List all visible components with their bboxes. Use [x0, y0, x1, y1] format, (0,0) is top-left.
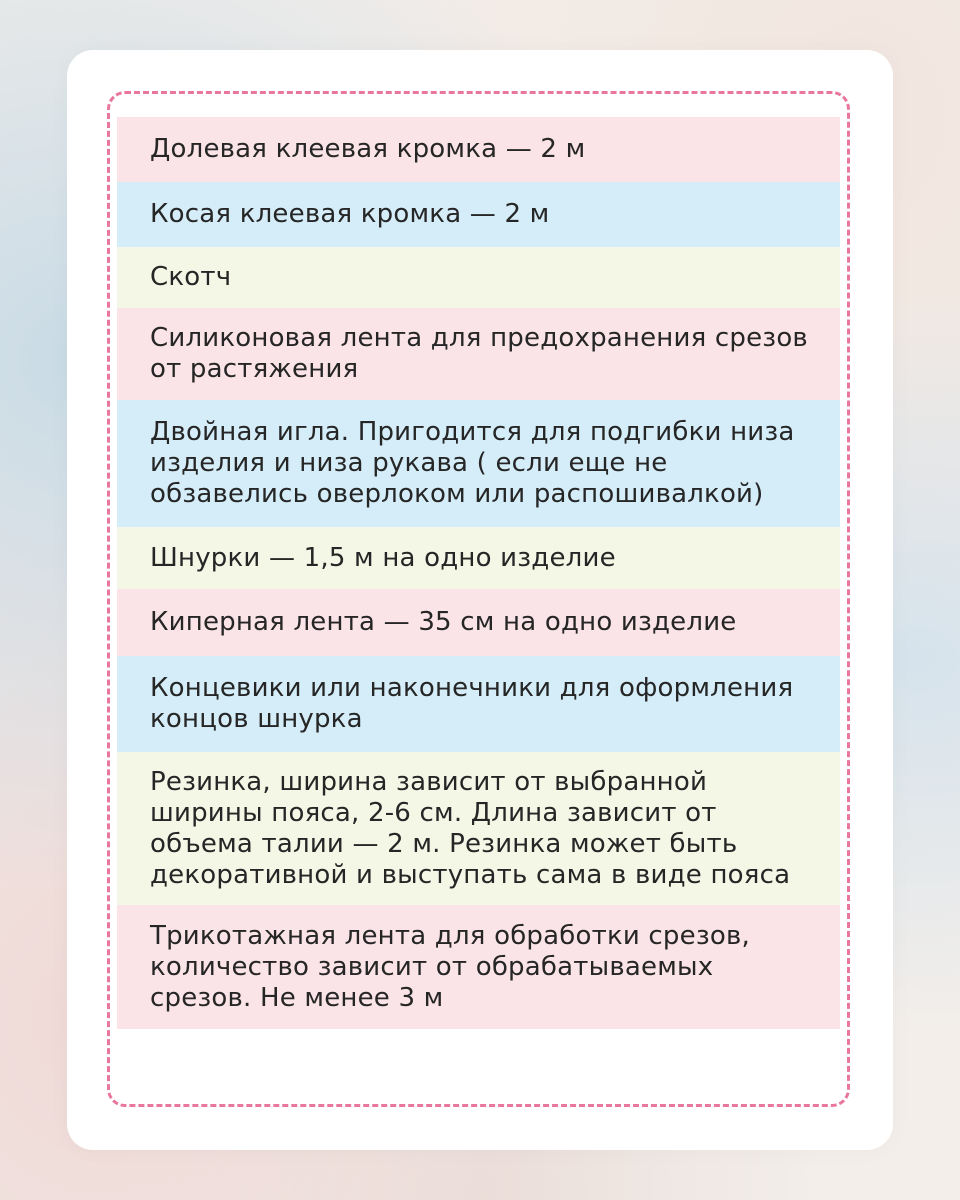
list-item [117, 117, 840, 182]
materials-list [117, 117, 840, 1029]
list-item [117, 656, 840, 752]
list-item [117, 905, 840, 1029]
list-item [117, 589, 840, 656]
list-item-text: Киперная лента — 35 см на одно изделие [150, 607, 737, 637]
list-item-text: Скотч [150, 262, 232, 292]
list-item-text: Силиконовая лента для предохранения срезов от растяжения [150, 323, 808, 384]
list-item-text: Двойная игла. Пригодится для подгибки низа изделия и низа рукава ( если еще не обзавелись оверлоком или распошивалкой) [150, 417, 795, 509]
list-item [117, 752, 840, 905]
list-item [117, 400, 840, 527]
list-item-text: Концевики или наконечники для оформления концов шнурка [150, 673, 794, 734]
materials-card [67, 50, 893, 1150]
list-item [117, 308, 840, 400]
list-item [117, 182, 840, 247]
list-item [117, 527, 840, 589]
list-item-text: Косая клеевая кромка — 2 м [150, 199, 550, 229]
list-item [117, 247, 840, 308]
list-item-text: Резинка, ширина зависит от выбранной ширины пояса, 2-6 см. Длина зависит от объема талии — 2 м. Резинка может быть декоративной и выступать сама в виде пояса [150, 766, 791, 890]
list-item-text: Трикотажная лента для обработки срезов, количество зависит от обрабатываемых срезов. Не менее 3 м [150, 920, 750, 1013]
list-item-text: Шнурки — 1,5 м на одно изделие [150, 542, 616, 573]
list-item-text: Долевая клеевая кромка — 2 м [150, 134, 586, 164]
